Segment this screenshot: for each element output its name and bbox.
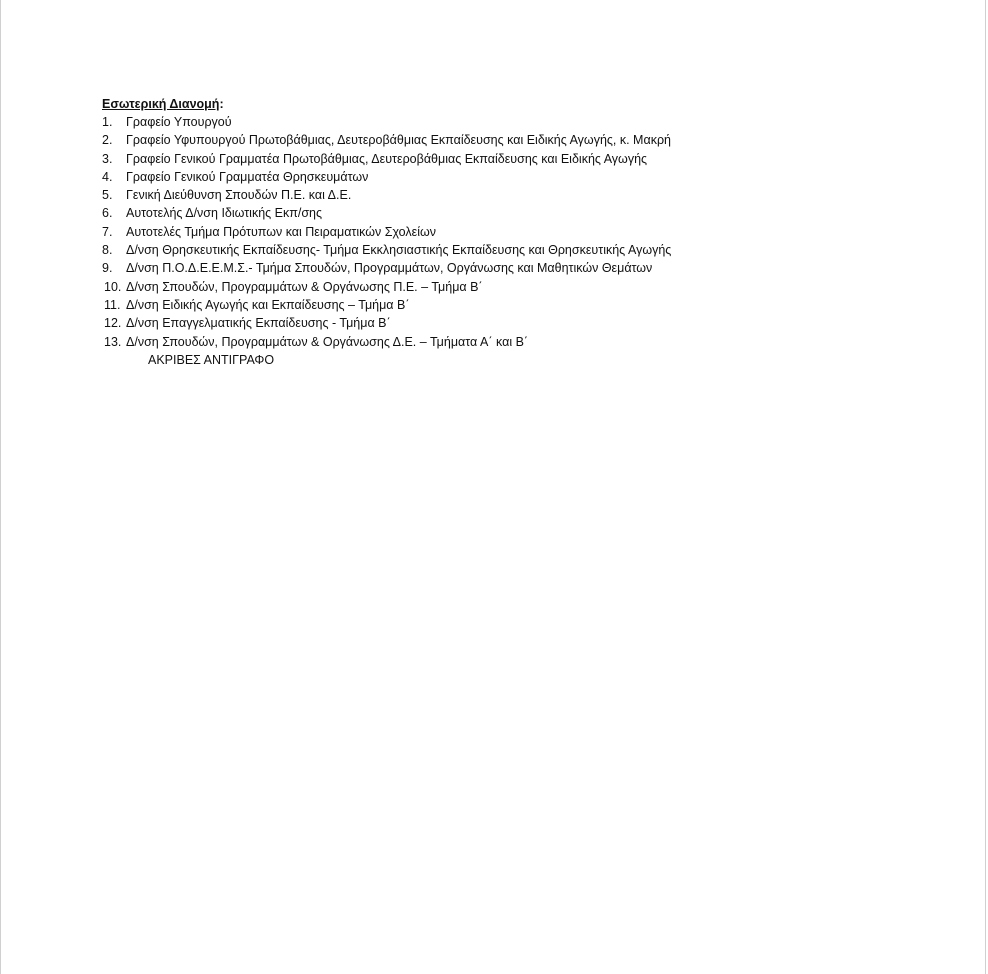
list-item <box>102 278 862 296</box>
list-item <box>102 150 862 168</box>
list-item-text: Γραφείο Γενικού Γραμματέα Πρωτοβάθμιας, Δευτεροβάθμιας Εκπαίδευσης και Ειδικής Αγωγής <box>126 151 648 166</box>
list-item-number: 10. <box>104 279 122 294</box>
list-item <box>102 296 862 314</box>
list-item-number: 9. <box>102 261 113 276</box>
list-item <box>102 241 862 259</box>
list-item-text: Δ/νση Ειδικής Αγωγής και Εκπαίδευσης – Τμήμα Β΄ <box>126 297 410 312</box>
distribution-heading-colon: : <box>219 97 224 111</box>
distribution-heading-title: Εσωτερική Διανομή <box>102 97 220 111</box>
certified-copy-stamp: ΑΚΡΙΒΕΣ ΑΝΤΙΓΡΑΦΟ <box>148 352 275 367</box>
list-item-number: 12. <box>104 316 122 331</box>
list-item <box>102 333 862 351</box>
list-item <box>102 186 862 204</box>
list-item-text: Γραφείο Υφυπουργού Πρωτοβάθμιας, Δευτεροβάθμιας Εκπαίδευσης και Ειδικής Αγωγής, κ. Μακρή <box>126 133 672 148</box>
list-item <box>102 131 862 149</box>
list-item-number: 4. <box>102 169 113 184</box>
list-item-number: 5. <box>102 188 113 203</box>
list-item-text: Δ/νση Επαγγελματικής Εκπαίδευσης - Τμήμα Β΄ <box>126 316 391 331</box>
list-item-text: Αυτοτελής Δ/νση Ιδιωτικής Εκπ/σης <box>126 206 323 221</box>
list-item-text: Δ/νση Θρησκευτικής Εκπαίδευσης- Τμήμα Εκκλησιαστικής Εκπαίδευσης και Θρησκευτικής Αγωγής <box>126 243 672 258</box>
distribution-heading <box>102 95 862 113</box>
list-item-text: Δ/νση Σπουδών, Προγραμμάτων & Οργάνωσης Δ.Ε. – Τμήματα Α΄ και Β΄ <box>126 334 529 349</box>
list-item-number: 6. <box>102 206 113 221</box>
list-item-number: 11. <box>104 297 121 312</box>
list-item <box>102 113 862 131</box>
list-item-number: 8. <box>102 243 113 258</box>
list-item-text: Γραφείο Υπουργού <box>126 115 232 129</box>
distribution-section <box>102 95 862 369</box>
list-item-text: Αυτοτελές Τμήμα Πρότυπων και Πειραματικών Σχολείων <box>126 224 436 239</box>
list-item-text: Δ/νση Π.Ο.Δ.Ε.Ε.Μ.Σ.- Τμήμα Σπουδών, Προγραμμάτων, Οργάνωσης και Μαθητικών Θεμάτων <box>126 261 653 276</box>
list-item-text: Δ/νση Σπουδών, Προγραμμάτων & Οργάνωσης Π.Ε. – Τμήμα Β΄ <box>126 279 483 294</box>
list-item-text: Γενική Διεύθυνση Σπουδών Π.Ε. και Δ.Ε. <box>126 188 352 203</box>
list-item <box>102 204 862 222</box>
list-item <box>102 168 862 186</box>
list-item-number: 2. <box>102 133 113 148</box>
list-item-number: 7. <box>102 224 113 239</box>
list-item <box>102 259 862 277</box>
list-item-text: Γραφείο Γενικού Γραμματέα Θρησκευμάτων <box>126 169 369 184</box>
distribution-list <box>102 113 862 351</box>
list-item <box>102 223 862 241</box>
list-item <box>102 314 862 332</box>
list-item-number: 3. <box>102 151 113 166</box>
list-item-number: 1. <box>102 115 113 129</box>
list-item-number: 13. <box>104 334 122 349</box>
